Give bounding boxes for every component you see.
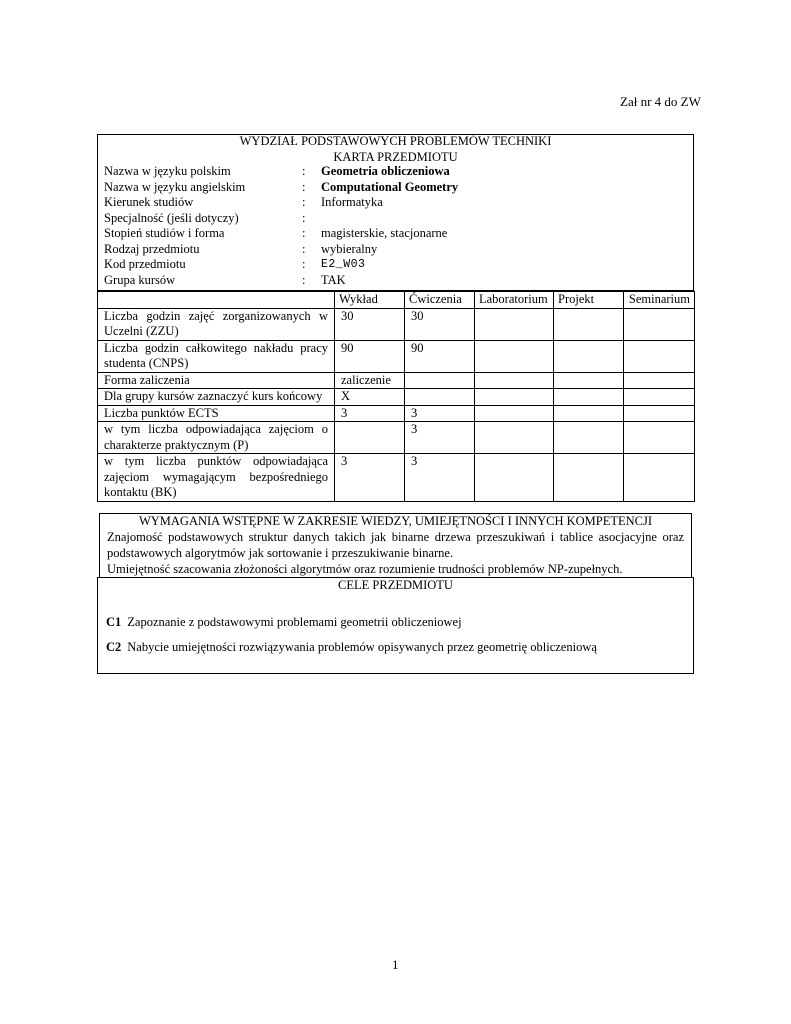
table-cell — [405, 372, 475, 389]
table-row — [98, 405, 695, 422]
table-row — [98, 454, 695, 502]
table-cell — [475, 340, 554, 372]
info-label: Nazwa w języku angielskim — [104, 180, 246, 194]
row-label: w tym liczba odpowiadająca zajęciom o charakterze praktycznym (P) — [98, 422, 335, 454]
table-cell — [554, 340, 624, 372]
table-cell: 3 — [335, 405, 405, 422]
hours-table — [97, 291, 695, 502]
table-cell — [624, 422, 695, 454]
table-cell: 3 — [405, 454, 475, 502]
table-cell: X — [335, 389, 405, 406]
table-cell: 90 — [405, 340, 475, 372]
info-value: TAK — [321, 273, 346, 287]
attachment-note: Zał nr 4 do ZW — [620, 94, 701, 109]
table-cell: 90 — [335, 340, 405, 372]
info-value: magisterskie, stacjonarne — [321, 226, 448, 240]
goal-item — [106, 640, 597, 655]
info-label: Specjalność (jeśli dotyczy) — [104, 211, 239, 225]
table-cell: 3 — [405, 405, 475, 422]
table-cell: 3 — [405, 422, 475, 454]
table-row — [98, 422, 695, 454]
card-title: KARTA PRZEDMIOTU — [333, 149, 458, 164]
section-title: CELE PRZEDMIOTU — [338, 578, 453, 592]
goal-code: C2 — [106, 640, 122, 654]
table-cell — [554, 308, 624, 340]
section-title: WYMAGANIA WSTĘPNE W ZAKRESIE WIEDZY, UMIEJĘTNOŚCI I INNYCH KOMPETENCJI — [138, 514, 653, 528]
table-cell — [475, 372, 554, 389]
table-row — [98, 372, 695, 389]
faculty-name: WYDZIAŁ PODSTAWOWYCH PROBLEMÓW TECHNIKI — [239, 134, 552, 148]
info-label: Grupa kursów — [104, 273, 176, 287]
column-header: Laboratorium — [475, 292, 554, 309]
prerequisites-paragraph: Znajomość podstawowych struktur danych takich jak binarne drzewa przeszukiwań i tablice asocjacyjne oraz podstawowych algorytmów jak sortowanie i przeszukiwanie binarne. — [107, 530, 684, 560]
table-cell: 30 — [335, 308, 405, 340]
info-label: Nazwa w języku polskim — [104, 164, 231, 178]
table-row — [98, 340, 695, 372]
row-label: Liczba godzin całkowitego nakładu pracy studenta (CNPS) — [98, 340, 335, 372]
row-label: Forma zaliczenia — [98, 372, 335, 389]
info-value: Computational Geometry — [321, 180, 459, 194]
table-cell: 3 — [335, 454, 405, 502]
table-cell — [554, 405, 624, 422]
course-card-header: WYDZIAŁ PODSTAWOWYCH PROBLEMÓW TECHNIKI KARTA PRZEDMIOTU Nazwa w języku polskim : Geometria obliczeniowa Nazwa w języku angielskim : Computational Geometry Kierunek studiów : Informatyka Specjalność (jeśli dotyczy) : Stopień studiów i forma : magisterskie, stacjonarne Rodzaj przedmiotu : wybieralny Kod przedmiotu : E2_W03 Grupa kursów : TAK — [97, 134, 694, 291]
info-value: E2_W03 — [321, 258, 366, 271]
row-label: Liczba godzin zajęć zorganizowanych w Uczelni (ZZU) — [98, 308, 335, 340]
column-header: Seminarium — [624, 292, 695, 309]
column-header: Ćwiczenia — [405, 292, 475, 309]
column-header: Projekt — [554, 292, 624, 309]
info-label: Stopień studiów i forma — [104, 226, 225, 240]
course-goals-section — [97, 577, 694, 674]
table-cell — [554, 422, 624, 454]
goal-text: Nabycie umiejętności rozwiązywania problemów opisywanych przez geometrię obliczeniową — [127, 640, 597, 654]
column-header: Wykład — [335, 292, 405, 309]
prerequisites-section — [99, 513, 692, 578]
table-cell — [475, 389, 554, 406]
goal-item — [106, 615, 462, 630]
table-cell — [554, 454, 624, 502]
table-cell — [624, 389, 695, 406]
page-number: 1 — [392, 957, 399, 972]
info-label: Kod przedmiotu — [104, 257, 186, 271]
info-value: Informatyka — [321, 195, 383, 209]
table-row — [98, 389, 695, 406]
table-cell: 30 — [405, 308, 475, 340]
row-label: w tym liczba punktów odpowiadająca zajęciom wymagającym bezpośredniego kontaktu (BK) — [98, 454, 335, 502]
table-row — [98, 308, 695, 340]
table-cell — [475, 308, 554, 340]
table-cell — [475, 422, 554, 454]
table-cell — [624, 308, 695, 340]
table-cell — [624, 340, 695, 372]
table-cell — [335, 422, 405, 454]
table-cell — [475, 405, 554, 422]
table-cell — [475, 454, 554, 502]
table-cell — [405, 389, 475, 406]
row-label: Dla grupy kursów zaznaczyć kurs końcowy — [98, 389, 335, 406]
table-cell — [624, 372, 695, 389]
table-cell: zaliczenie — [335, 372, 405, 389]
prerequisites-paragraph: Umiejętność szacowania złożoności algorytmów oraz rozumienie trudności problemów NP-zupełnych. — [107, 562, 623, 576]
info-label: Kierunek studiów — [104, 195, 194, 209]
table-header-row — [98, 292, 695, 309]
table-cell — [624, 454, 695, 502]
table-cell — [554, 389, 624, 406]
table-cell — [624, 405, 695, 422]
row-label: Liczba punktów ECTS — [98, 405, 335, 422]
info-label: Rodzaj przedmiotu — [104, 242, 200, 256]
info-value: Geometria obliczeniowa — [321, 164, 450, 178]
info-value: wybieralny — [321, 242, 378, 256]
table-cell — [554, 372, 624, 389]
goal-text: Zapoznanie z podstawowymi problemami geometrii obliczeniowej — [127, 615, 462, 629]
goal-code: C1 — [106, 615, 122, 629]
